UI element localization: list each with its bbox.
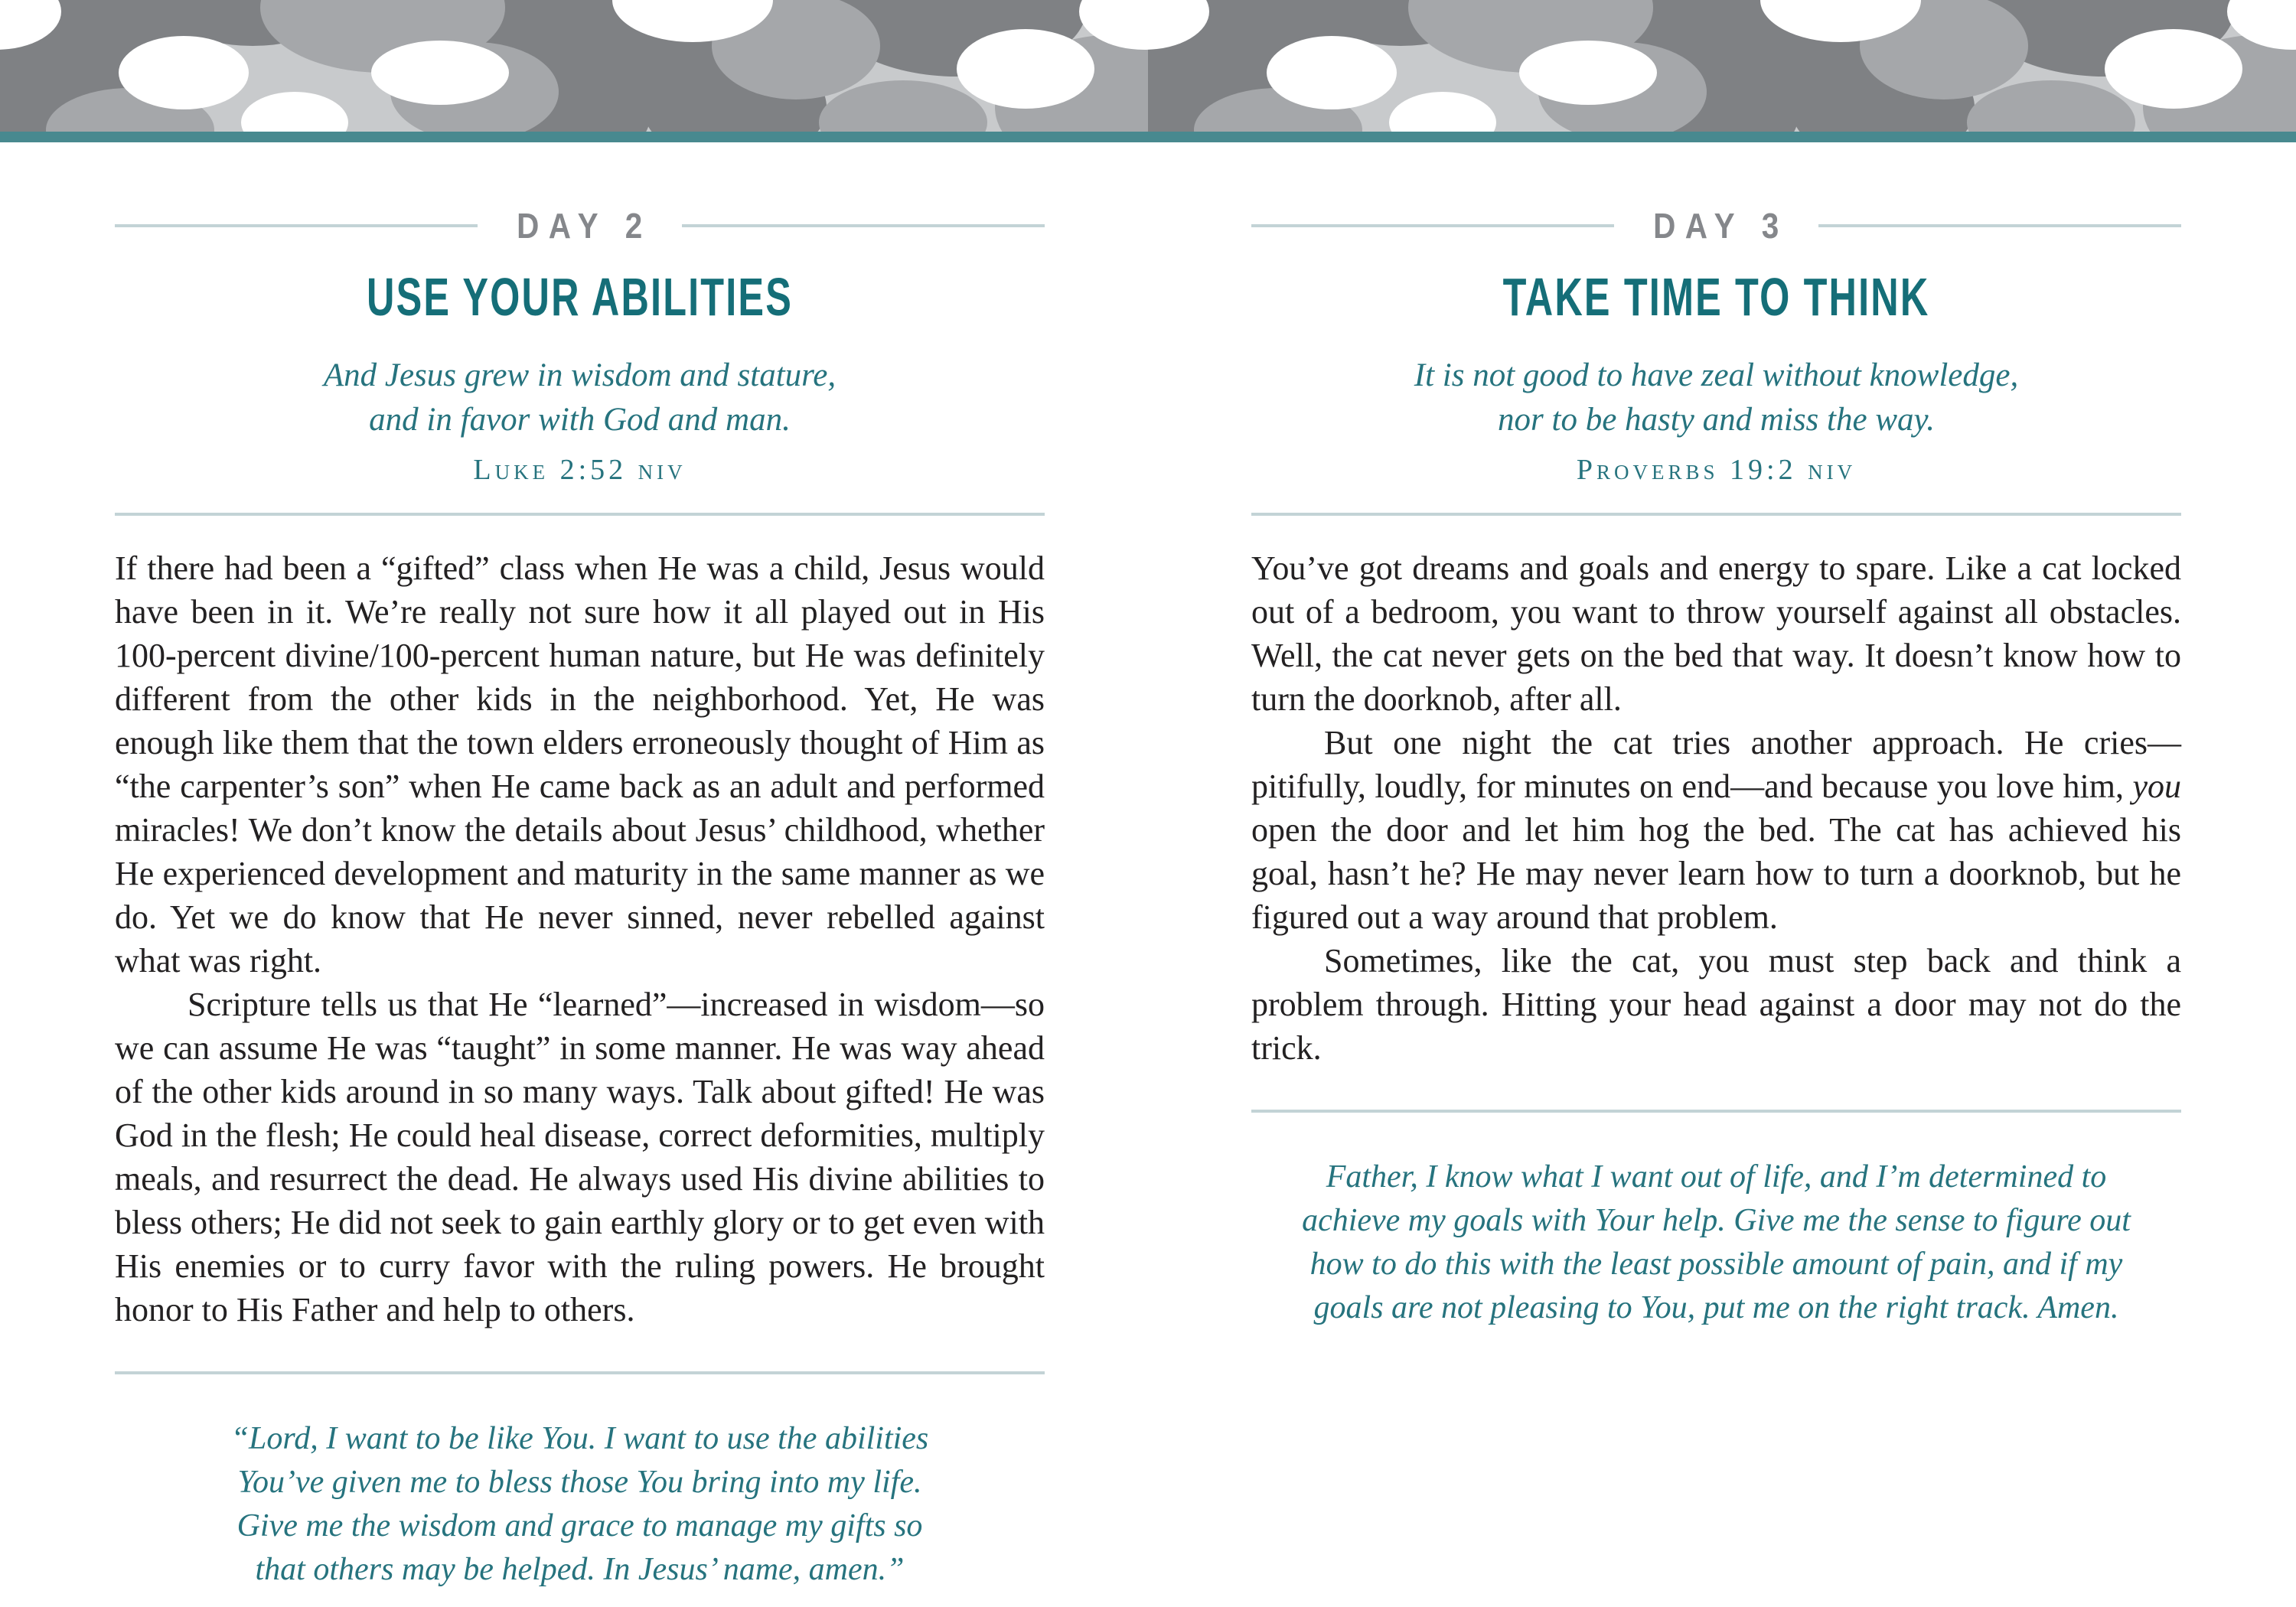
body-paragraph: Sometimes, like the cat, you must step back and think a problem through. Hitting your head against a door may not do the trick. xyxy=(1251,942,2181,1067)
devotion-title: USE YOUR ABILITIES xyxy=(367,267,793,327)
closing-prayer xyxy=(115,1417,1045,1592)
page-columns xyxy=(0,142,2296,1592)
day-label: DAY 3 xyxy=(1653,206,1789,246)
prayer-line: goals are not pleasing to You, put me on the right track. Amen. xyxy=(1313,1290,2119,1325)
section-divider xyxy=(115,513,1045,516)
camo-pattern-graphic xyxy=(0,0,2296,132)
prayer-line: that others may be helped. In Jesus’ name, amen.” xyxy=(255,1552,905,1587)
body-paragraph: If there had been a “gifted” class when He was a child, Jesus would have been in it. We’re really not sure how it all played out in His 100-percent divine/100-percent human nature, but He was definitely different from the other kids in the neighborhood. Yet, He was enough like them that the town elders erroneously thought of Him as “the carpenter’s son” when He came back as an adult and performed miracles! We don’t know the details about Jesus’ childhood, whether He experienced development and maturity in the same manner as we do. Yet we do know that He never sinned, never rebelled against what was right. xyxy=(115,549,1045,980)
scripture-verse xyxy=(115,354,1045,442)
heading-rule-left xyxy=(115,224,478,227)
verse-line: and in favor with God and man. xyxy=(369,402,791,438)
prayer-line: Father, I know what I want out of life, and I’m determined to xyxy=(1326,1159,2107,1195)
section-divider xyxy=(1251,513,2181,516)
day-label: DAY 2 xyxy=(517,206,652,246)
closing-prayer xyxy=(1251,1156,2181,1330)
devotion-body xyxy=(1251,546,2181,1070)
verse-line: It is not good to have zeal without knowledge, xyxy=(1414,357,2019,393)
prayer-divider xyxy=(1251,1110,2181,1113)
prayer-line: how to do this with the least possible amount of pain, and if my xyxy=(1309,1247,2123,1282)
scripture-reference: Luke 2:52 niv xyxy=(473,454,687,486)
scripture-verse xyxy=(1251,354,2181,442)
devotion-title: TAKE TIME TO THINK xyxy=(1502,267,1930,327)
prayer-line: achieve my goals with Your help. Give me the sense to figure out xyxy=(1302,1203,2131,1238)
heading-rule-right xyxy=(1818,224,2181,227)
scripture-reference: Proverbs 19:2 niv xyxy=(1576,454,1857,486)
prayer-line: You’ve given me to bless those You bring into my life. xyxy=(237,1465,922,1500)
heading-rule-right xyxy=(682,224,1045,227)
prayer-line: “Lord, I want to be like You. I want to use the abilities xyxy=(230,1421,929,1456)
page-day-2 xyxy=(115,142,1045,1592)
prayer-line: Give me the wisdom and grace to manage my gifts so xyxy=(236,1508,923,1543)
verse-line: And Jesus grew in wisdom and stature, xyxy=(323,357,837,393)
camo-banner xyxy=(0,0,2296,132)
body-paragraph: You’ve got dreams and goals and energy to spare. Like a cat locked out of a bedroom, you want to throw yourself against all obstacles. Well, the cat never gets on the bed that way. It doesn’t know how to turn the doorknob, after all. xyxy=(1251,549,2181,718)
page-day-3 xyxy=(1251,142,2181,1592)
devotion-body xyxy=(115,546,1045,1332)
day-heading-row xyxy=(1251,205,2181,246)
body-paragraph: Scripture tells us that He “learned”—increased in wisdom—so we can assume He was “taught” in some manner. He was way ahead of the other kids around in so many ways. Talk about gifted! He was God in the flesh; He could heal disease, correct deformities, multiply meals, and resurrect the dead. He always used His divine abilities to bless others; He did not seek to gain earthly glory or to get even with His enemies or to curry favor with the ruling powers. He brought honor to His Father and help to others. xyxy=(115,986,1045,1328)
teal-divider-bar xyxy=(0,132,2296,142)
verse-line: nor to be hasty and miss the way. xyxy=(1498,402,1935,438)
body-paragraph: But one night the cat tries another approach. He cries—pitifully, loudly, for minutes on end—and because you love him, you open the door and let him hog the bed. The cat has achieved his goal, hasn’t he? He may never learn how to turn a doorknob, but he figured out a way around that problem. xyxy=(1251,724,2181,936)
day-heading-row xyxy=(115,205,1045,246)
heading-rule-left xyxy=(1251,224,1614,227)
prayer-divider xyxy=(115,1371,1045,1374)
